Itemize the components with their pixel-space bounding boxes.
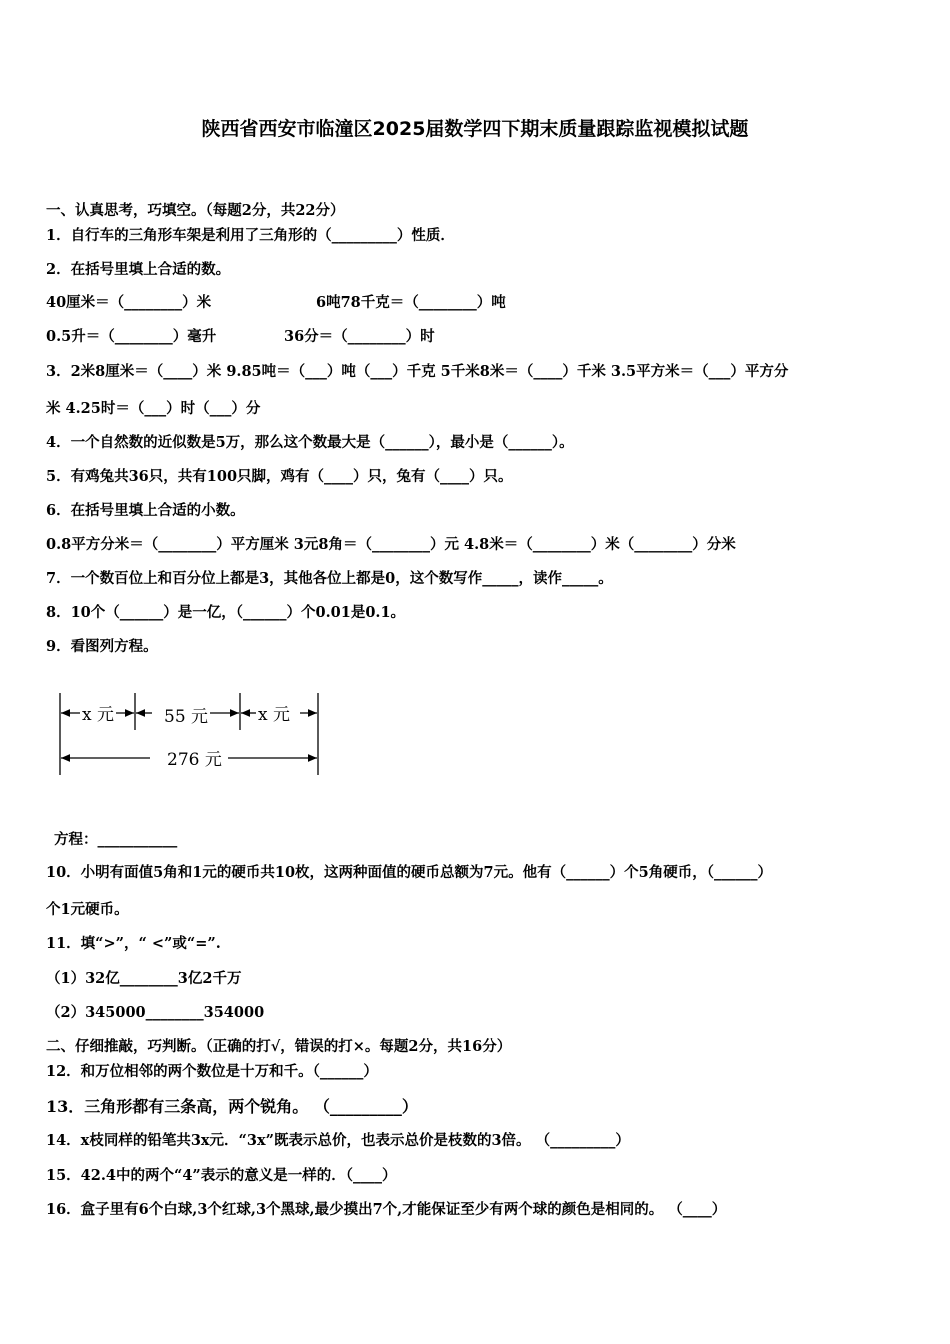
diagram-label-total: 276 元 [167,750,222,770]
question-7: 7．一个数百位上和百分位上都是3，其他各位上都是0，这个数写作_____，读作_____。 [46,570,613,587]
question-8: 8．10个（______）是一亿，（______）个0.01是0.1。 [46,604,406,621]
question-2c: 0.5升＝（________）毫升 [46,328,217,345]
question-11: 11．填“>”，“ <”或“=”. [46,935,221,952]
section-2-heading: 二、仔细推敲，巧判断。（正确的打√，错误的打×。每题2分，共16分） [46,1038,512,1055]
question-16: 16．盒子里有6个白球,3个红球,3个黑球,最少摸出7个,才能保证至少有两个球的颜色是相同的。 （____） [46,1201,727,1218]
diagram-label-middle: 55 元 [164,707,209,727]
question-10-cont: 个1元硬币。 [46,901,129,918]
question-6: 6．在括号里填上合适的小数。 [46,502,245,519]
page-title: 陕西省西安市临潼区2025届数学四下期末质量跟踪监视模拟试题 [201,118,749,140]
question-12: 12．和万位相邻的两个数位是十万和千。（______） [46,1063,378,1080]
question-2: 2．在括号里填上合适的数。 [46,261,231,278]
question-3-cont: 米 4.25时＝（___）时（___）分 [46,400,261,417]
question-4: 4．一个自然数的近似数是5万，那么这个数最大是（______），最小是（______）。 [46,434,574,451]
question-11b: （2）345000________354000 [46,1004,265,1021]
question-2b: 6吨78千克＝（________）吨 [316,294,506,311]
question-9: 9．看图列方程。 [46,638,158,655]
question-9-equation: 方程：___________ [54,831,178,848]
question-10: 10．小明有面值5角和1元的硬币共10枚，这两种面值的硬币总额为7元。他有（______）个5角硬币，（______） [46,864,772,881]
line-segment-diagram [50,685,340,785]
question-2d: 36分＝（________）时 [284,328,435,345]
question-13: 13．三角形都有三条高，两个锐角。 （_________） [46,1097,418,1116]
diagram-label-right: x 元 [258,705,290,725]
question-2a: 40厘米＝（________）米 [46,294,212,311]
section-1-heading: 一、认真思考，巧填空。（每题2分，共22分） [46,202,345,219]
question-15: 15．42.4中的两个“4”表示的意义是一样的．（____） [46,1167,397,1184]
diagram-label-left: x 元 [82,705,114,725]
question-14: 14．x枝同样的铅笔共3x元．“3x”既表示总价，也表示总价是枝数的3倍。 （_________） [46,1132,630,1149]
question-11a: （1）32亿________3亿2千万 [46,970,242,987]
question-1: 1．自行车的三角形车架是利用了三角形的（_________）性质． [46,227,455,244]
question-5: 5．有鸡兔共36只，共有100只脚，鸡有（____）只，兔有（____）只。 [46,468,513,485]
question-6a: 0.8平方分米＝（________）平方厘米 3元8角＝（________）元 4.8米＝（________）米（________）分米 [46,536,736,553]
question-3: 3．2米8厘米＝（____）米 9.85吨＝（___）吨（___）千克 5千米8米＝（____）千米 3.5平方米＝（___）平方分 [46,363,789,380]
